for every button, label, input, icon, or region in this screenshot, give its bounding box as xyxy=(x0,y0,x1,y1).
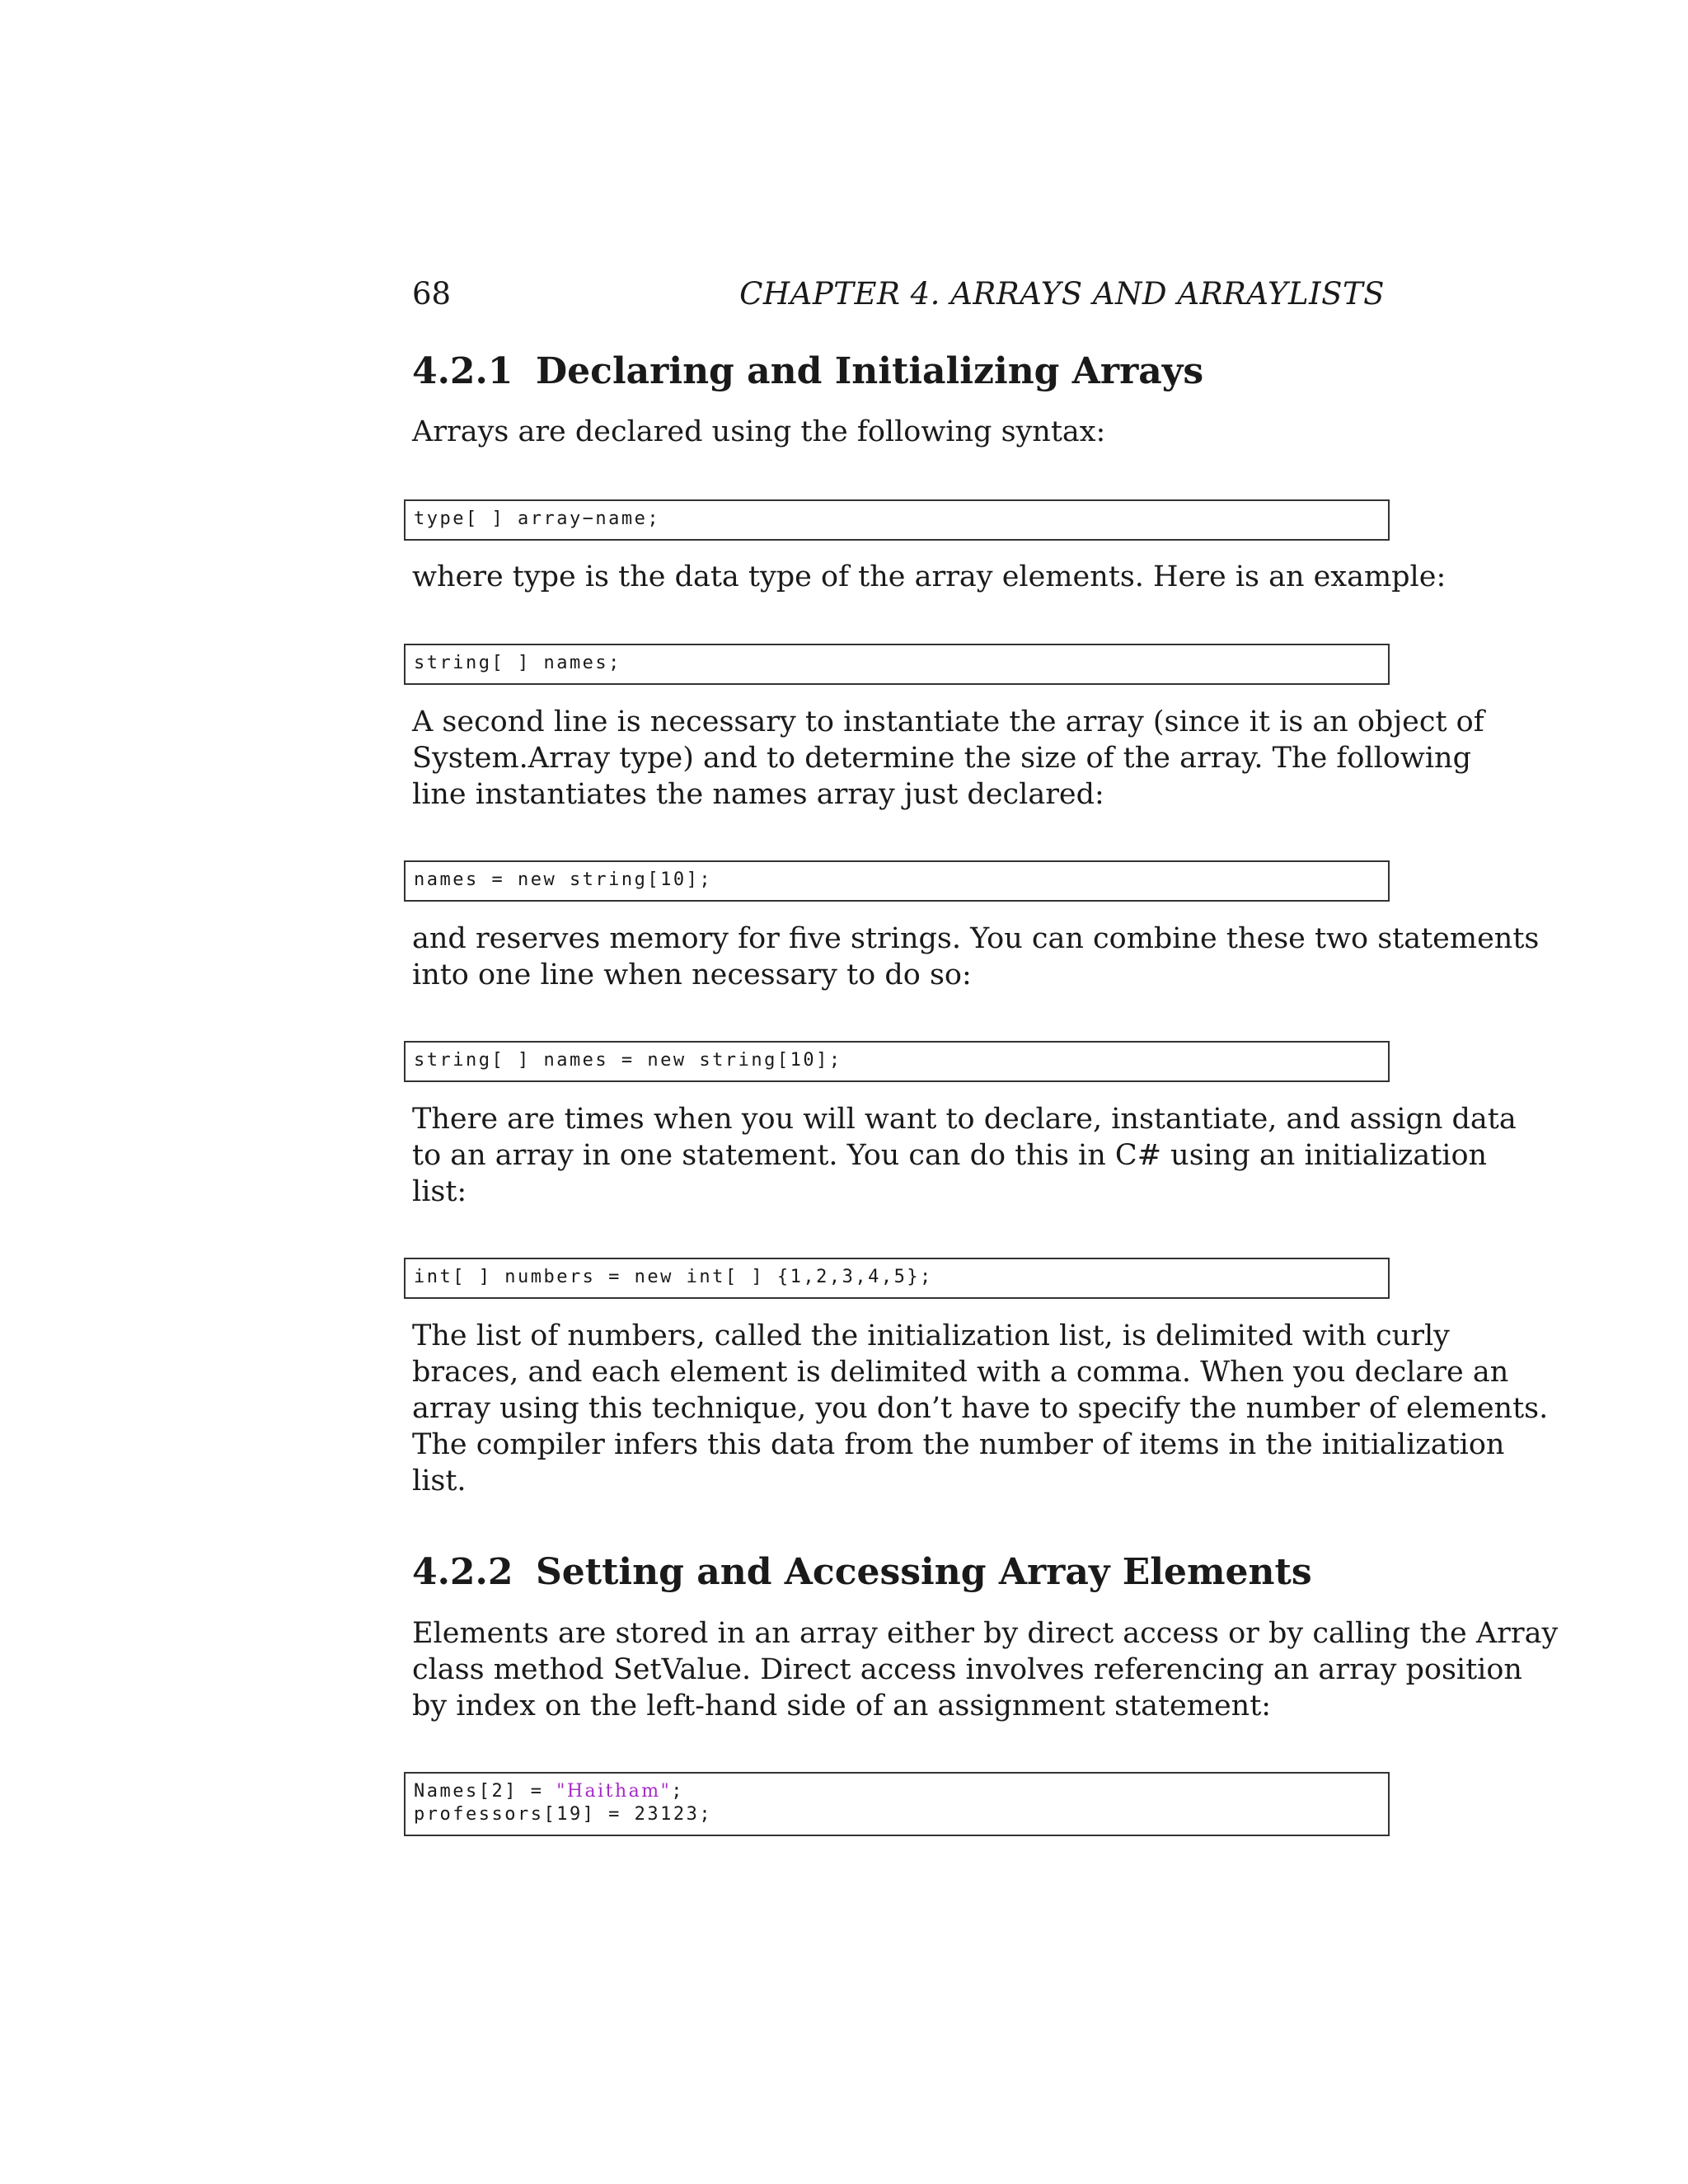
code-line: type[ ] array−name; xyxy=(414,509,661,529)
paragraph-initialization-intro xyxy=(412,1101,1517,1210)
paragraph-line: Arrays are declared using the following syntax: xyxy=(412,415,1106,448)
paragraph-line: list. xyxy=(412,1465,467,1497)
code-block-combined xyxy=(404,1041,1390,1082)
section-title: Declaring and Initializing Arrays xyxy=(536,350,1204,392)
paragraph-line: The compiler infers this data from the number of items in the initialization xyxy=(412,1428,1505,1461)
paragraph-line: The list of numbers, called the initialization list, is delimited with curly xyxy=(412,1319,1450,1352)
code-string-literal: "Haitham" xyxy=(556,1781,672,1802)
code-line: professors[19] = 23123; xyxy=(414,1804,713,1825)
page-number: 68 xyxy=(412,276,452,312)
paragraph-instantiate xyxy=(412,704,1484,813)
code-block-instantiation xyxy=(404,860,1390,902)
paragraph-line: array using this technique, you don’t have to specify the number of elements. xyxy=(412,1392,1549,1425)
running-head: CHAPTER 4. ARRAYS AND ARRAYLISTS xyxy=(739,276,1385,312)
code-line: names = new string[10]; xyxy=(414,869,713,890)
section-heading-4-2-1 xyxy=(412,350,1401,392)
paragraph-line: to an array in one statement. You can do this in C# using an initialization xyxy=(412,1139,1488,1172)
section-number: 4.2.1 xyxy=(412,350,513,392)
paragraph-line: into one line when necessary to do so: xyxy=(412,958,972,991)
code-line xyxy=(414,1780,1380,1803)
paragraph-line: line instantiates the names array just declared: xyxy=(412,778,1104,811)
code-block-assignment xyxy=(404,1772,1390,1836)
code-text: Names[2] = xyxy=(414,1781,557,1802)
paragraph-combine xyxy=(412,921,1540,993)
paragraph-initialization-explained xyxy=(412,1318,1549,1499)
paragraph-example-intro xyxy=(412,559,1447,595)
paragraph-line: braces, and each element is delimited with a comma. When you declare an xyxy=(412,1356,1509,1389)
paragraph-line: and reserves memory for five strings. You can combine these two statements xyxy=(412,922,1540,955)
paragraph-line: class method SetValue. Direct access involves referencing an array position xyxy=(412,1653,1522,1686)
section-number: 4.2.2 xyxy=(412,1551,513,1593)
paragraph-line: A second line is necessary to instantiate the array (since it is an object of xyxy=(412,705,1484,738)
code-line: string[ ] names = new string[10]; xyxy=(414,1050,842,1071)
section-title: Setting and Accessing Array Elements xyxy=(536,1551,1312,1593)
page-header xyxy=(412,276,1385,317)
paragraph-line: Elements are stored in an array either by direct access or by calling the Array xyxy=(412,1617,1559,1650)
paragraph-line: list: xyxy=(412,1175,467,1208)
code-block-declaration xyxy=(404,644,1390,685)
code-text: ; xyxy=(671,1781,685,1802)
code-block-syntax xyxy=(404,499,1390,541)
paragraph-setting-elements xyxy=(412,1615,1559,1724)
paragraph-line: System.Array type) and to determine the size of the array. The following xyxy=(412,742,1471,775)
paragraph-syntax-intro xyxy=(412,414,1385,450)
code-line: string[ ] names; xyxy=(414,653,621,673)
paragraph-line: by index on the left-hand side of an assignment statement: xyxy=(412,1690,1272,1722)
paragraph-line: where type is the data type of the array elements. Here is an example: xyxy=(412,560,1447,593)
section-heading-4-2-2 xyxy=(412,1551,1401,1593)
code-block-initialization-list xyxy=(404,1258,1390,1299)
code-line: int[ ] numbers = new int[ ] {1,2,3,4,5}; xyxy=(414,1267,933,1287)
paragraph-line: There are times when you will want to declare, instantiate, and assign data xyxy=(412,1103,1517,1136)
